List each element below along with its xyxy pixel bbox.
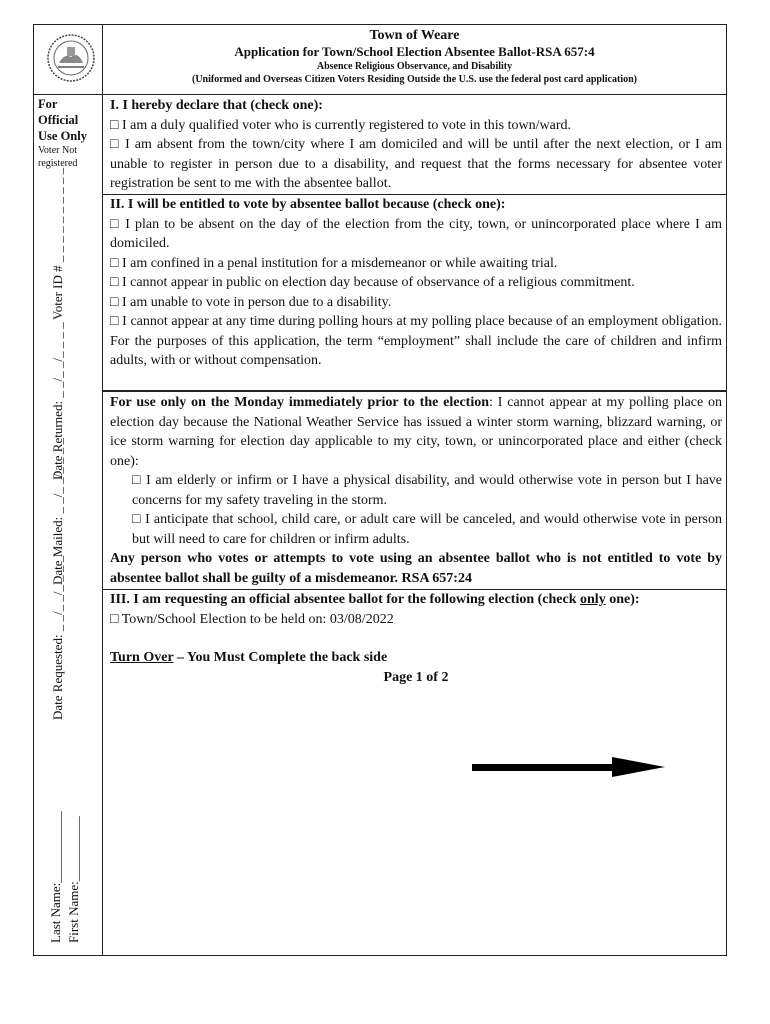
date-returned-field[interactable]: Date Returned: _ _/_ _/_ _ _ _ [50, 322, 65, 480]
uocava-note: (Uniformed and Overseas Citizen Voters Residing Outside the U.S. use the federal post card application) [192, 74, 637, 85]
section-1-option-absent[interactable]: □ I am absent from the town/city where I am domiciled and will be until after the next election, or I am unable to register in person due to a disability, and request that the forms necessary for absentee voter registration be sent to me with the absentee ballot. [110, 137, 722, 191]
voter-not-registered-1: Voter Not [38, 145, 77, 156]
page-number: Page 1 of 2 [383, 669, 449, 685]
official-title-2: Official [38, 113, 79, 127]
voter-id-field[interactable]: Voter ID # _ _ _ _ _ _ _ _ _ _ [50, 167, 65, 320]
storm-intro [110, 393, 722, 471]
section-2-option-employment[interactable]: □ I cannot appear at any time during polling hours at my polling place because of an employment obligation. For the purposes of this application, the term “employment” shall include the care of children and infirm adults, with or without compensation. [110, 314, 722, 368]
turn-over-note [110, 648, 722, 668]
storm-lead: For use only on the Monday immediately prior to the election [110, 395, 490, 410]
voter-not-registered-2: registered [38, 158, 78, 169]
section-1-heading: I. I hereby declare that (check one): [110, 98, 323, 113]
section-2 [110, 195, 722, 371]
section-2-option-religious[interactable]: □ I cannot appear in public on election day because of observance of a religious commitment. [110, 275, 635, 290]
spacer [110, 629, 722, 648]
section-3 [110, 590, 722, 687]
turn-over-rest: – You Must Complete the back side [173, 650, 388, 665]
town-title: Town of Weare [369, 28, 460, 43]
arrow-right-icon [472, 755, 667, 779]
storm-option-elderly[interactable]: □ I am elderly or infirm or I have a physical disability, and would otherwise vote in person but I have concerns for my safety traveling in the storm. [132, 473, 722, 508]
date-mailed-field[interactable]: Date Mailed: _ _/_ _/_ _ _ _ [50, 438, 65, 585]
section-1 [110, 96, 722, 194]
section-3-heading-b: one): [605, 592, 640, 607]
absentee-ballot-form [33, 24, 727, 956]
turn-over-label: Turn Over [110, 650, 174, 665]
form-subtitle: Application for Town/School Election Absentee Ballot-RSA 657:4 [234, 44, 595, 59]
last-name-field[interactable]: Last Name:___________ [48, 811, 63, 943]
official-title-3: Use Only [38, 129, 87, 143]
section-divider [103, 390, 726, 392]
section-3-option-town-election[interactable]: □ Town/School Election to be held on: 03/08/2022 [110, 611, 394, 627]
first-name-field[interactable]: First Name:__________ [66, 816, 81, 943]
storm-lead-rest: : I cannot appear at my polling place on election day because the National Weather Service has issued a winter storm warning, blizzard warning, or ice storm warning for election day applicable to my city, town, or unincorporated place and either (check one): [110, 395, 722, 469]
storm-option-care[interactable]: □ I anticipate that school, child care, or adult care will be canceled, and would otherwise vote in person but will need to care for children or infirm adults. [132, 512, 722, 547]
section-1-option-registered[interactable]: □ I am a duly qualified voter who is currently registered to vote in this town/ward. [110, 117, 572, 133]
form-header [103, 27, 726, 86]
section-3-heading-only: only [580, 592, 606, 607]
section-2-option-confined[interactable]: □ I am confined in a penal institution for a misdemeanor or while awaiting trial. [110, 255, 558, 271]
header-divider [34, 94, 726, 95]
official-use-box [38, 96, 100, 170]
date-requested-field[interactable]: Date Requested: _ _/_ _/_ _ _ _ [50, 555, 65, 720]
section-2-option-absent[interactable]: □ I plan to be absent on the day of the election from the city, town, or unincorporated place where I am domiciled. [110, 216, 722, 251]
misdemeanor-warning: Any person who votes or attempts to vote using an absentee ballot who is not entitled to vote by absentee ballot shall be guilty of a misdemeanor. RSA 657:24 [110, 551, 722, 586]
section-3-heading-a: III. I am requesting an official absentee ballot for the following election (check [110, 592, 581, 607]
form-reasons: Absence Religious Observance, and Disability [316, 61, 513, 72]
town-seal-icon [46, 33, 96, 83]
storm-section [110, 393, 722, 588]
section-2-option-disability[interactable]: □ I am unable to vote in person due to a disability. [110, 294, 392, 310]
section-3-heading [110, 590, 722, 610]
official-title-1: For [38, 97, 58, 111]
column-divider [102, 25, 103, 955]
section-2-heading: II. I will be entitled to vote by absentee ballot because (check one): [110, 197, 506, 212]
